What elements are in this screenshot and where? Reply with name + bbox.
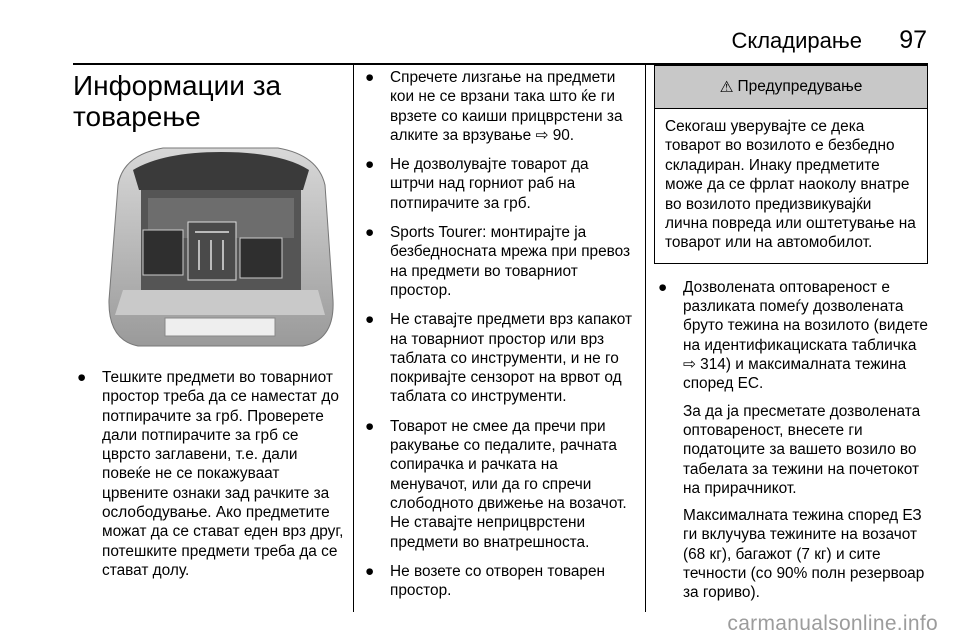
column-divider-1 xyxy=(353,65,354,612)
page-header xyxy=(0,24,960,64)
warning-title: Предупредување xyxy=(737,78,863,95)
warning-icon: ⚠ xyxy=(719,78,734,96)
list-item: ● Не дозволувајте товарот да штрчи над горниот раб на потпирачите за грб. xyxy=(365,156,589,212)
warning-box xyxy=(654,65,928,264)
section-heading: Информации за товарење xyxy=(73,70,282,132)
warning-body: Секогаш уверувајте се дека товарот во возилото е безбедно складиран. Инаку предметите може да се фрлат наоколу внатре во возилото предизвикувајќи лична повреда или оштетување на товарот или на автомобилот. xyxy=(665,118,916,252)
bullet-icon: ● xyxy=(365,311,375,329)
bullet-icon: ● xyxy=(77,369,87,386)
column-divider-2 xyxy=(645,65,646,612)
paragraph: Максималната тежина според ЕЗ ги вклучува тежините на возачот (68 кг), багажот (7 кг) и сите течности (со 90% полн резервоар за гориво). xyxy=(683,507,925,602)
left-column xyxy=(73,65,345,132)
list-item: ● Sports Tourer: монтирајте ја безбедносната мрежа при превоз на предмети во товарниот простор. xyxy=(365,224,631,299)
trunk-illustration xyxy=(103,140,338,351)
list-item: ● Тешките предмети во товарниот простор треба да се наместат до потпирачите за грб. Проверете дали потпирачите за грб се цврсто заглавени, т.е. дали повеќе не се покажуваат црвените ознаки зад рачките за ослободување. Ако предметите можат да се стават еден врз друг, потешките предмети треба да се стават долу. xyxy=(77,369,344,579)
warning-header xyxy=(655,66,927,109)
list-item: ● Дозволената оптовареност е разликата помеѓу дозволената бруто тежина на возилото (видете на идентификациската табличка ⇨ 314) и максималната тежина според ЕС. xyxy=(658,278,928,393)
bullet-icon: ● xyxy=(365,562,375,580)
watermark: carmanualsonline.info xyxy=(727,612,938,635)
bullet-icon: ● xyxy=(365,417,375,435)
bullet-icon: ● xyxy=(658,278,668,296)
list-item: ● Не возете со отворен товарен простор. xyxy=(365,562,606,600)
bullet-icon: ● xyxy=(365,224,375,242)
section-title: Складирање xyxy=(731,28,862,53)
right-column xyxy=(654,65,928,603)
list-item: ● Не ставајте предмети врз капакот на товарниот простор или врз таблата со инструменти, и не го покривајте сензорот на врвот од таблата со инструменти. xyxy=(365,311,633,406)
bullet-icon: ● xyxy=(365,156,375,174)
left-bullets xyxy=(73,368,345,590)
bullet-icon: ● xyxy=(365,69,375,86)
page-number: 97 xyxy=(899,26,927,54)
middle-column xyxy=(361,68,637,610)
paragraph: За да ја пресметате дозволената оптовареност, внесете ги податоците за вашето возило во табелата за тежини на почетокот на прирачникот. xyxy=(683,402,921,497)
list-item: ● Товарот не смее да пречи при ракување со педалите, рачната сопирачка и рачката на менувачот, или да го спречи слободното движење на возачот. Не ставајте неприцврстени предмети во внатрешноста. xyxy=(365,417,627,551)
list-item: ● Спречете лизгање на предмети кои не се врзани така што ќе ги врзете со каиши прицврстени за алките за врзување ⇨ 90. xyxy=(365,69,623,144)
